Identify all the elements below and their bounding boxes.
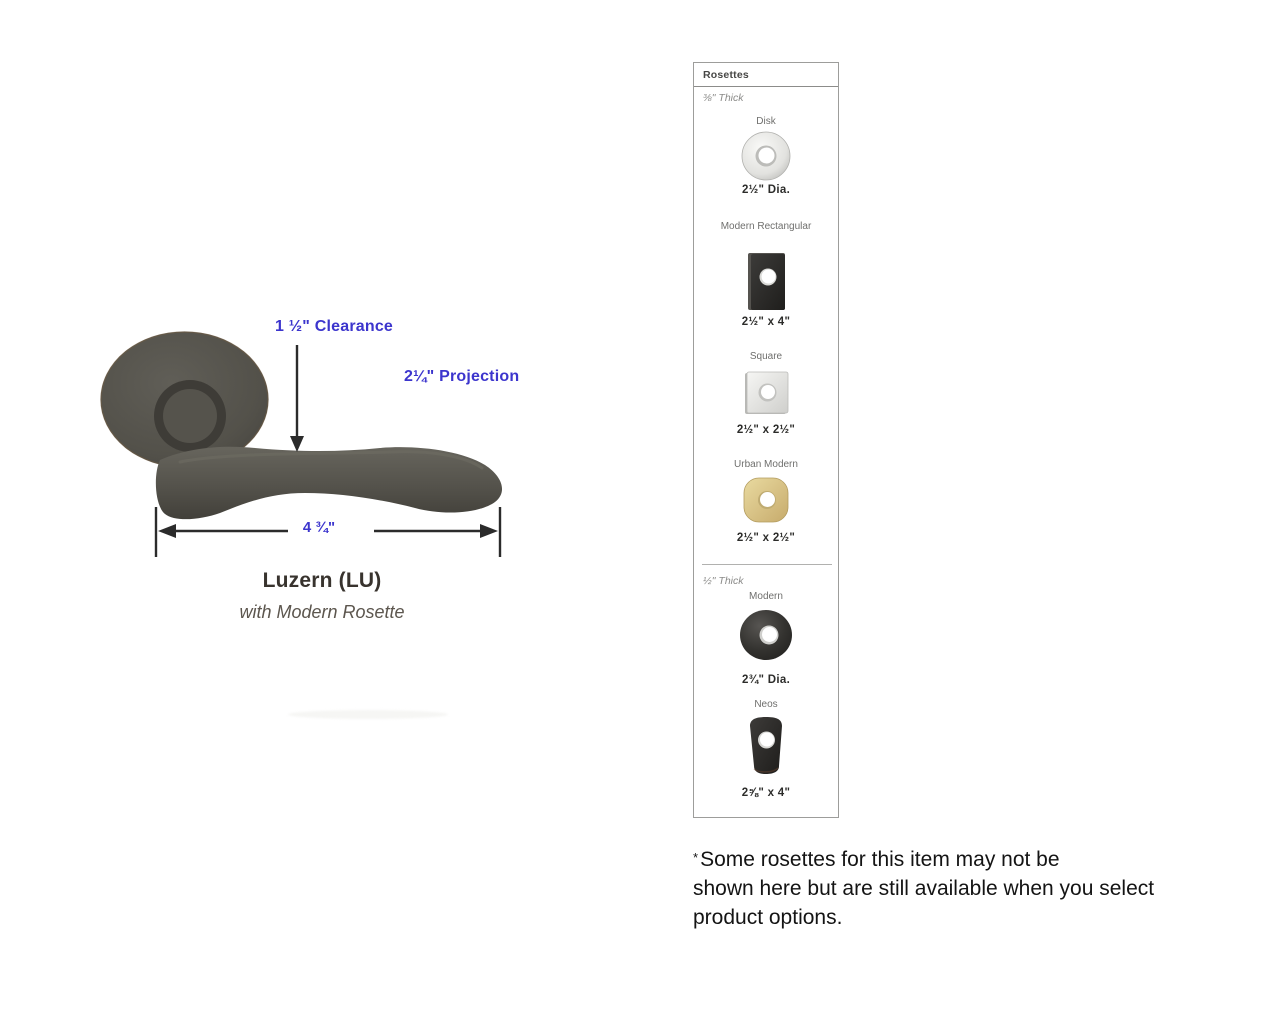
rosette-item-dim-modern-rectangular: 2½" x 4" bbox=[741, 316, 791, 328]
rosette-item-name-modern: Modern bbox=[749, 591, 783, 602]
thickness-label-upper: ⅜" Thick bbox=[703, 92, 744, 104]
rosette-item-name-disk: Disk bbox=[756, 116, 776, 127]
width-dimension-label: 4 ¾" bbox=[302, 519, 336, 536]
rosette-item-name-square: Square bbox=[749, 351, 783, 362]
product-name: Luzern (LU) bbox=[262, 569, 382, 592]
footnote-line-2: shown here but are still available when you select bbox=[693, 877, 1155, 900]
shadow-smudge bbox=[288, 710, 448, 719]
clearance-arrow bbox=[290, 345, 304, 452]
rosette-item-name-neos: Neos bbox=[754, 699, 778, 710]
square-rosette-icon bbox=[741, 367, 791, 417]
rosette-item-dim-square: 2½" x 2½" bbox=[736, 424, 796, 436]
rosette-item-dim-disk: 2½" Dia. bbox=[741, 184, 791, 196]
modern-rectangular-rosette-icon bbox=[743, 251, 789, 313]
urban-modern-rosette-icon bbox=[741, 475, 791, 525]
thickness-label-lower: ½" Thick bbox=[703, 575, 744, 587]
rosette-item-name-urban-modern: Urban Modern bbox=[734, 459, 798, 470]
rosette-item-dim-urban-modern: 2½" x 2½" bbox=[736, 532, 796, 544]
clearance-dimension-label: 1 ½" Clearance bbox=[275, 318, 394, 335]
product-subtitle: with Modern Rosette bbox=[239, 602, 405, 622]
rosettes-panel bbox=[693, 62, 839, 818]
rosette-availability-footnote bbox=[693, 843, 1238, 932]
rosette-item-dim-modern: 2¾" Dia. bbox=[741, 674, 791, 686]
panel-section-divider bbox=[702, 564, 832, 565]
rosette-shape bbox=[101, 332, 269, 468]
projection-dimension-label: 2¼" Projection bbox=[404, 368, 520, 385]
rosette-item-dim-neos: 2⅝" x 4" bbox=[741, 787, 791, 799]
disk-rosette-icon bbox=[740, 130, 792, 182]
footnote-line-3: product options. bbox=[693, 906, 843, 929]
rosette-item-name-modern-rectangular: Modern Rectangular bbox=[720, 221, 812, 232]
footnote-asterisk: * bbox=[693, 850, 699, 865]
rosettes-panel-title: Rosettes bbox=[694, 63, 838, 87]
footnote-line-1: *Some rosettes for this item may not be bbox=[693, 848, 1060, 871]
neos-rosette-icon bbox=[743, 713, 789, 777]
modern-round-rosette-icon bbox=[738, 608, 794, 662]
